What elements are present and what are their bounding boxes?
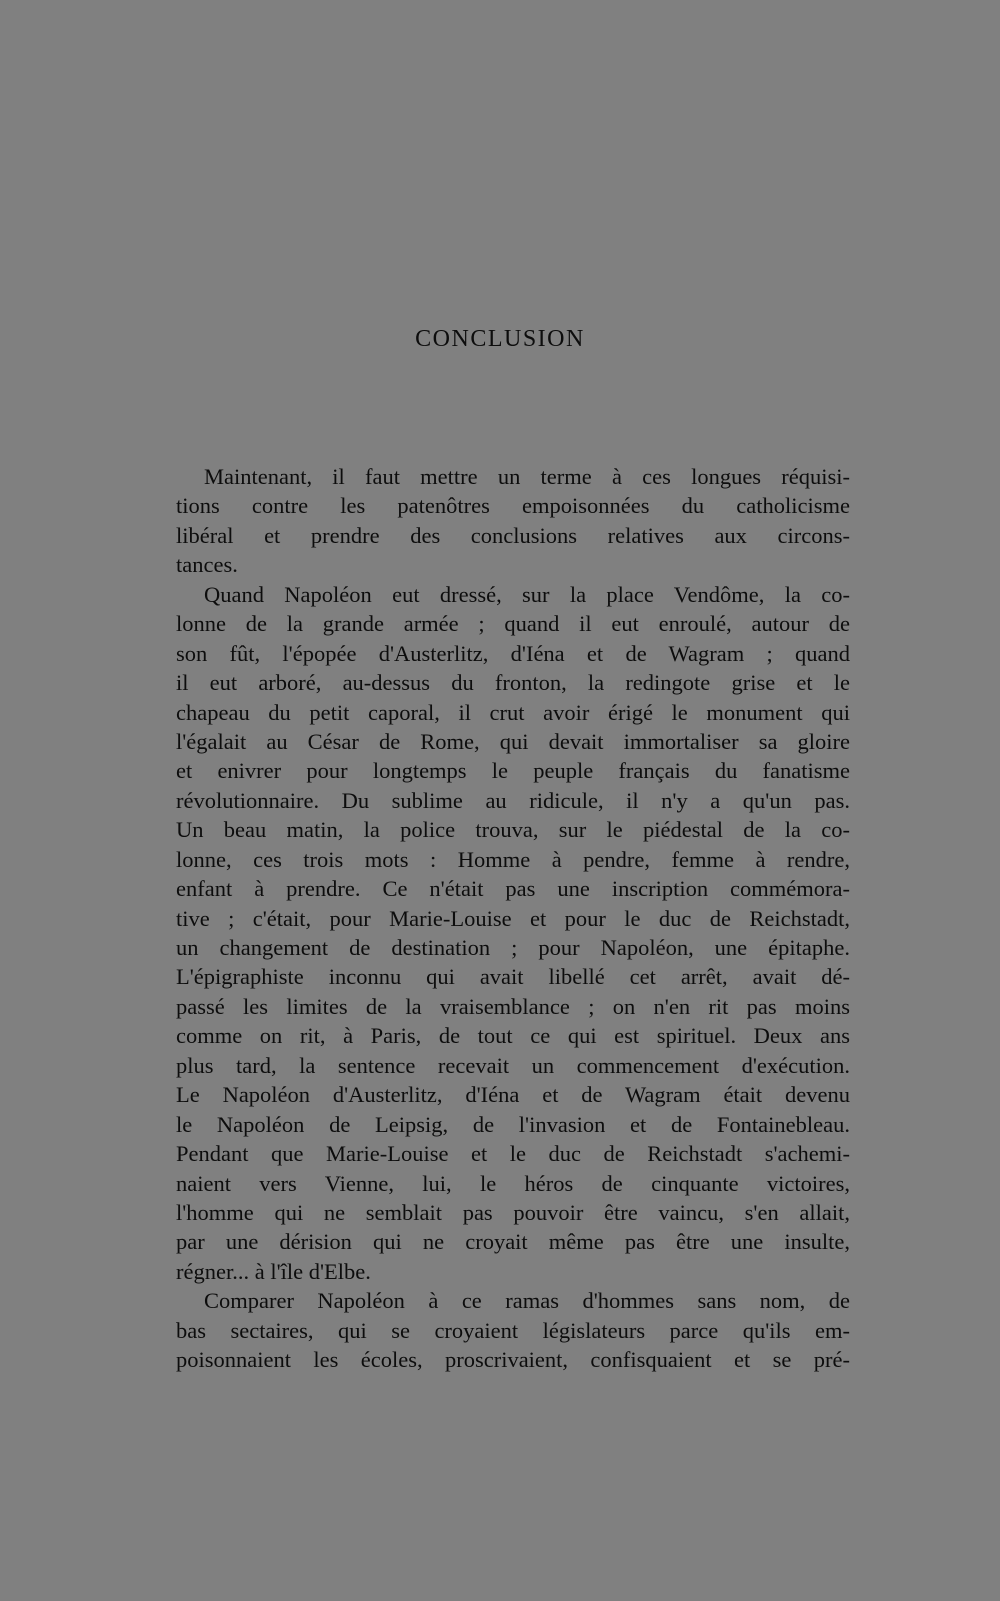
text-line: chapeau du petit caporal, il crut avoir érigé le monument qui (176, 699, 850, 725)
text-line: Maintenant, il faut mettre un terme à ces longues réquisi- (204, 464, 850, 489)
text-line: un changement de destination ; pour Napoléon, une épitaphe. (176, 935, 850, 960)
text-line: le Napoléon de Leipsig, de l'invasion et de Fontainebleau. (176, 1111, 850, 1137)
text-line: lonne de la grande armée ; quand il eut enroulé, autour de (176, 611, 850, 637)
text-line: l'égalait au César de Rome, qui devait immortaliser sa gloire (176, 728, 850, 754)
text-line: libéral et prendre des conclusions relatives aux circons- (176, 522, 850, 548)
text-line: naient vers Vienne, lui, le héros de cinquante victoires, (176, 1170, 850, 1196)
text-line: par une dérision qui ne croyait même pas être une insulte, (176, 1229, 850, 1255)
text-line: tions contre les patenôtres empoisonnées du catholicisme (176, 493, 850, 519)
chapter-title: CONCLUSION (415, 326, 585, 352)
text-line: bas sectaires, qui se croyaient législateurs parce qu'ils em- (176, 1317, 850, 1343)
text-line: révolutionnaire. Du sublime au ridicule, il n'y a qu'un pas. (176, 787, 850, 813)
text-line: Le Napoléon d'Austerlitz, d'Iéna et de Wagram était devenu (176, 1082, 850, 1108)
text-line: lonne, ces trois mots : Homme à pendre, femme à rendre, (176, 846, 850, 872)
text-line: son fût, l'épopée d'Austerlitz, d'Iéna et de Wagram ; quand (176, 640, 850, 666)
text-line: régner... à l'île d'Elbe. (176, 1258, 371, 1284)
text-line: et enivrer pour longtemps le peuple français du fanatisme (176, 758, 850, 784)
text-line: Quand Napoléon eut dressé, sur la place Vendôme, la co- (204, 581, 850, 607)
text-line: Un beau matin, la police trouva, sur le piédestal de la co- (176, 817, 850, 843)
text-line: l'homme qui ne semblait pas pouvoir être vaincu, s'en allait, (176, 1199, 850, 1225)
text-line: passé les limites de la vraisemblance ; on n'en rit pas moins (176, 993, 850, 1019)
text-line: il eut arboré, au-dessus du fronton, la redingote grise et le (176, 670, 850, 696)
text-line: enfant à prendre. Ce n'était pas une inscription commémora- (176, 876, 850, 902)
text-line: Comparer Napoléon à ce ramas d'hommes sans nom, de (204, 1288, 850, 1314)
text-line: L'épigraphiste inconnu qui avait libellé cet arrêt, avait dé- (176, 964, 850, 990)
body-text (176, 462, 850, 1375)
text-line: tive ; c'était, pour Marie-Louise et pour le duc de Reichstadt, (176, 905, 850, 931)
text-line: comme on rit, à Paris, de tout ce qui est spirituel. Deux ans (176, 1023, 850, 1049)
text-line: poisonnaient les écoles, proscrivaient, confisquaient et se pré- (176, 1347, 850, 1373)
text-line: Pendant que Marie-Louise et le duc de Reichstadt s'achemi- (176, 1141, 850, 1167)
text-line: tances. (176, 552, 238, 578)
text-line: plus tard, la sentence recevait un commencement d'exécution. (176, 1052, 850, 1078)
